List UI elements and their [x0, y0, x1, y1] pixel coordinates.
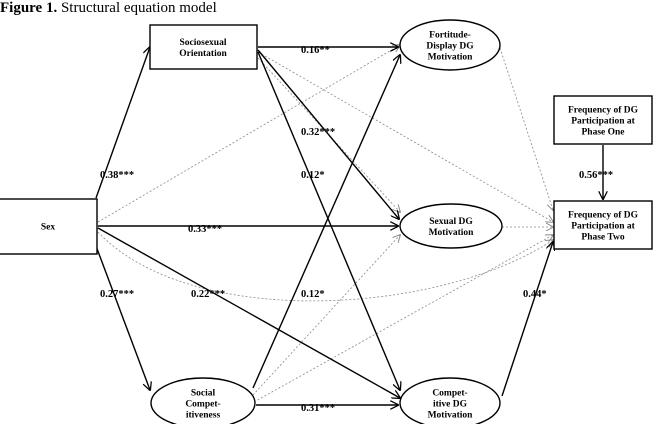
label-sex-sexual: 0.33***: [188, 224, 223, 235]
node-sex-label: [41, 223, 56, 233]
node-fortitude-display: [400, 20, 500, 70]
node-label-line: Orientation: [179, 49, 227, 59]
node-label-line: Sexual DG: [429, 217, 473, 227]
label-social-competitive: 0.31***: [301, 403, 336, 414]
node-label-line: Motivation: [427, 52, 473, 63]
node-label-line: Motivation: [428, 228, 474, 238]
node-label-line: Compet-: [432, 388, 468, 399]
node-fortitude-label: [426, 31, 474, 63]
label-freq1-freq2: 0.56***: [579, 170, 614, 181]
node-sexual-label: [429, 217, 475, 238]
node-label-line: Participation at: [571, 221, 635, 232]
node-competitive-dg: [400, 378, 500, 424]
figure-caption-text: Structural equation model: [60, 0, 217, 16]
path-sex-social: [96, 246, 150, 390]
label-sex-sociosexual: 0.38***: [100, 170, 135, 181]
path-competitive-freq2: [502, 242, 553, 396]
node-label-line: Compet-: [185, 399, 221, 410]
path-labels: [100, 45, 613, 414]
node-social-competitiveness: [151, 378, 255, 424]
node-frequency-phase-one: [554, 96, 652, 144]
label-competitive-freq2: 0.44*: [523, 289, 547, 300]
node-sociosexual-label: [179, 38, 227, 59]
node-label-line: Frequency of DG: [567, 210, 639, 221]
label-socio-sexual: 0.32***: [301, 127, 336, 138]
node-label-line: Fortitude-: [429, 30, 471, 41]
figure-number: Figure 1.: [0, 0, 58, 16]
node-frequency-phase-two: [554, 201, 652, 249]
node-label-line: itive DG: [432, 399, 468, 410]
label-socio-competitive: 0.12*: [301, 170, 325, 181]
node-label-line: Sociosexual: [179, 38, 227, 48]
node-label-line: Social: [190, 388, 216, 399]
node-label-line: Frequency of DG: [567, 105, 639, 116]
node-label-line: Phase One: [581, 127, 625, 138]
node-label-line: Display DG: [426, 41, 474, 52]
label-sex-competitive: 0.22***: [191, 289, 226, 300]
dashed-fortitude-freq2: [500, 48, 553, 210]
node-label-line: Sex: [40, 222, 56, 233]
label-sex-social: 0.27***: [100, 289, 135, 300]
label-social-fortitude: 0.12*: [301, 289, 325, 300]
node-label-line: itiveness: [185, 410, 221, 421]
dashed-social-sexual: [253, 235, 400, 395]
node-sexual-dg: [400, 204, 502, 248]
node-sex: [0, 199, 97, 254]
node-label-line: Participation at: [571, 116, 635, 127]
label-socio-fortitude: 0.16**: [301, 45, 330, 56]
node-label-line: Phase Two: [581, 232, 625, 243]
node-label-line: Motivation: [427, 410, 473, 421]
dashed-sex-fortitude: [98, 45, 400, 222]
node-competitive-label: [428, 389, 474, 421]
solid-paths: [96, 47, 603, 405]
node-sociosexual-orientation: [150, 25, 257, 69]
